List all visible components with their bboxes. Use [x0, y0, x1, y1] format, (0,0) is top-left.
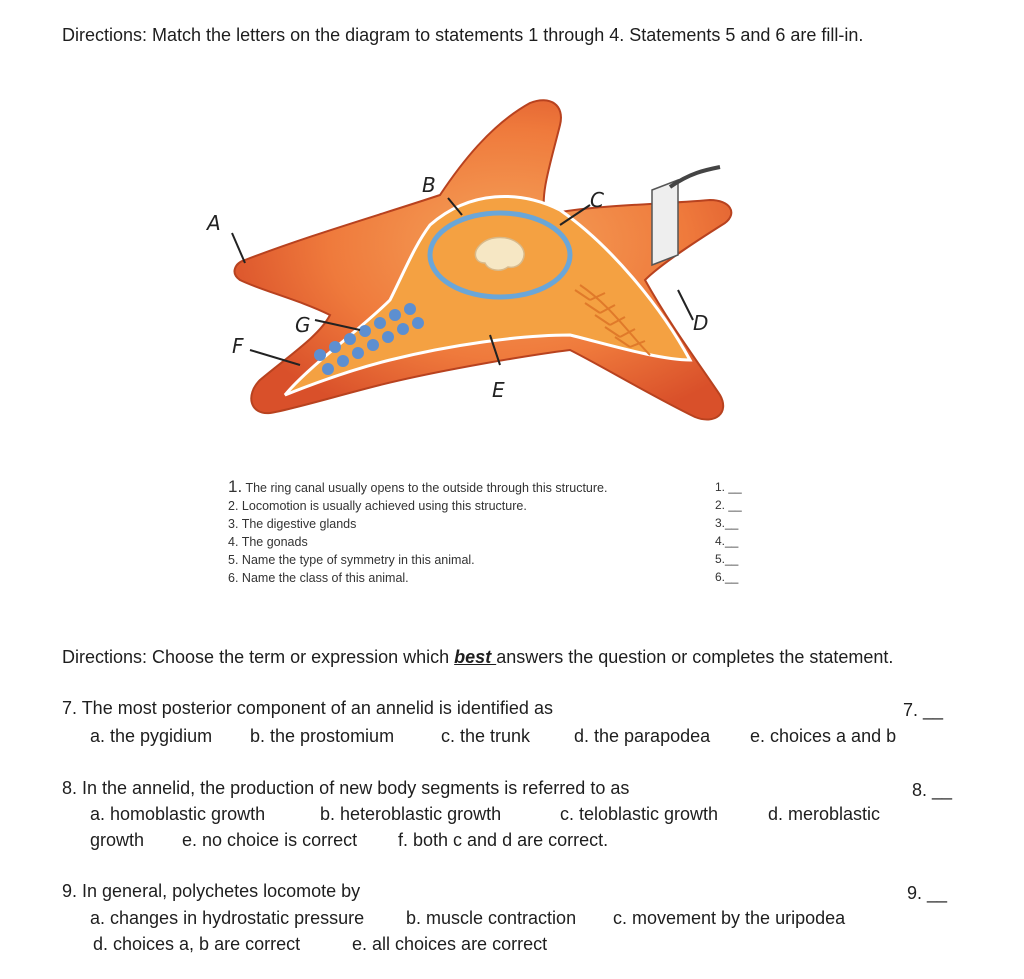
statement-3: 3. The digestive glands [228, 517, 357, 531]
emphasis-best: best [454, 647, 497, 667]
cross-section-plane [652, 180, 678, 265]
starfish-diagram [190, 95, 770, 460]
q7-option-a[interactable]: a. the pygidium [90, 726, 213, 746]
q8-option-d[interactable]: d. meroblastic [768, 804, 881, 824]
answer-blank-3[interactable]: 3.__ [715, 516, 739, 530]
label-g: G [295, 313, 311, 337]
answer-blank-4[interactable]: 4.__ [715, 534, 739, 548]
statement-4: 4. The gonads [228, 535, 308, 549]
q7-option-c[interactable]: c. the trunk [441, 726, 531, 746]
q8-option-c[interactable]: c. teloblastic growth [560, 804, 719, 824]
label-e: E [492, 378, 505, 402]
section-arrow [670, 167, 720, 187]
q8-option-b[interactable]: b. heteroblastic growth [320, 804, 502, 824]
label-a: A [207, 211, 221, 235]
label-f: F [232, 334, 244, 358]
q8-option-a[interactable]: a. homoblastic growth [90, 804, 266, 824]
q8-option-f[interactable]: f. both c and d are correct. [398, 830, 609, 850]
answer-blank-6[interactable]: 6.__ [715, 570, 739, 584]
question-8-answer-blank[interactable]: 8. __ [912, 780, 953, 800]
q9-option-b[interactable]: b. muscle contraction [406, 908, 577, 928]
statement-2: 2. Locomotion is usually achieved using this structure. [228, 499, 527, 513]
answer-blank-1[interactable]: 1. __ [715, 480, 742, 494]
answer-blank-5[interactable]: 5.__ [715, 552, 739, 566]
q7-option-b[interactable]: b. the prostomium [250, 726, 395, 746]
starfish-illustration [190, 95, 770, 460]
label-c: C [590, 188, 604, 212]
q9-option-a[interactable]: a. changes in hydrostatic pressure [90, 908, 365, 928]
q9-option-d[interactable]: d. choices a, b are correct [93, 934, 301, 954]
q8-option-e[interactable]: e. no choice is correct [182, 830, 358, 850]
matching-statements [228, 478, 607, 587]
q7-option-e[interactable]: e. choices a and b [750, 726, 897, 746]
q8-option-d-continued[interactable]: growth [90, 830, 145, 850]
q9-option-e[interactable]: e. all choices are correct [352, 934, 548, 954]
statement-6: 6. Name the class of this animal. [228, 571, 409, 585]
question-9-stem: 9. In general, polychetes locomote by [62, 881, 361, 901]
q7-option-d[interactable]: d. the parapodea [574, 726, 711, 746]
question-7-stem: 7. The most posterior component of an annelid is identified as [62, 698, 553, 718]
label-d: D [693, 311, 709, 335]
section1-directions: Directions: Match the letters on the diagram to statements 1 through 4. Statements 5 and 6 are fill-in. [62, 25, 864, 45]
label-b: B [422, 173, 436, 197]
question-9-answer-blank[interactable]: 9. __ [907, 883, 948, 903]
question-7-answer-blank[interactable]: 7. __ [903, 700, 944, 720]
statement-answer-blanks [715, 478, 742, 586]
answer-blank-2[interactable]: 2. __ [715, 498, 742, 512]
q9-option-c[interactable]: c. movement by the uripodea [613, 908, 846, 928]
section2-directions: Directions: Choose the term or expression which best answers the question or completes the statement. [62, 647, 894, 667]
question-8-stem: 8. In the annelid, the production of new body segments is referred to as [62, 778, 630, 798]
statement-1: 1. The ring canal usually opens to the outside through this structure. [228, 477, 608, 496]
statement-5: 5. Name the type of symmetry in this animal. [228, 553, 475, 567]
